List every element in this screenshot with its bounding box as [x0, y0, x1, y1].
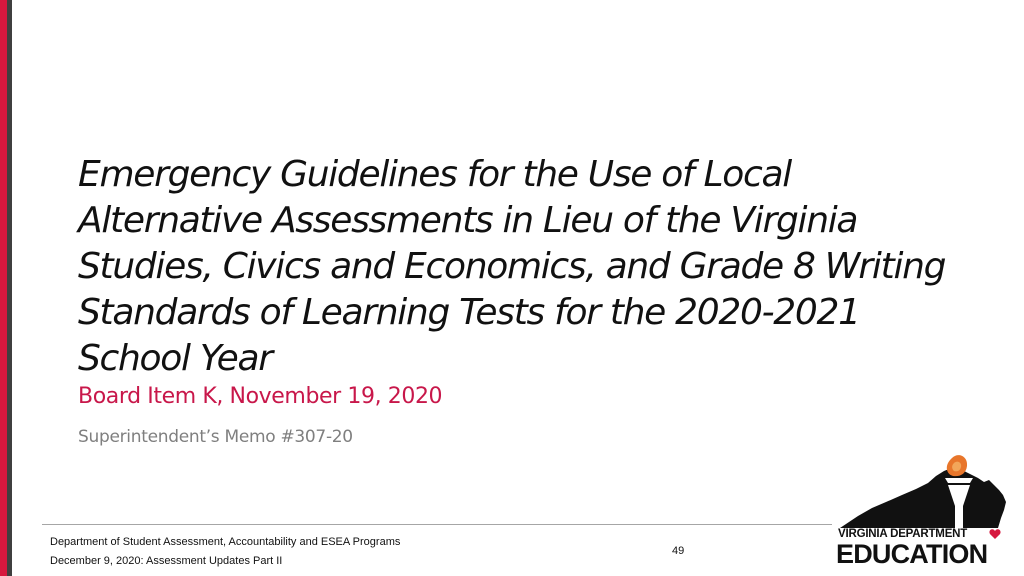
- footer-department: Department of Student Assessment, Accountability and ESEA Programs: [50, 536, 401, 548]
- left-accent-bar: [0, 0, 7, 576]
- logo-department-text: VIRGINIA DEPARTMENT: [838, 528, 968, 540]
- footer-date: December 9, 2020: Assessment Updates Part II: [50, 555, 283, 567]
- virginia-torch-icon: [836, 450, 1012, 530]
- page-number: 49: [672, 545, 685, 557]
- board-item-subtitle: Board Item K, November 19, 2020: [78, 384, 443, 409]
- vdoe-logo: [836, 450, 1012, 572]
- heart-icon: [989, 528, 1001, 540]
- slide-title: Emergency Guidelines for the Use of Local Alternative Assessments in Lieu of the Virginia Studies, Civics and Economics, and Grade 8 Writing Standards of Learning Tests for the 2020-2021 School Year: [78, 154, 946, 379]
- footer-divider: [42, 524, 832, 525]
- logo-education-text: EDUCATION: [836, 539, 988, 569]
- memo-reference: Superintendent’s Memo #307-20: [78, 427, 353, 447]
- left-accent-bar-dark: [7, 0, 12, 576]
